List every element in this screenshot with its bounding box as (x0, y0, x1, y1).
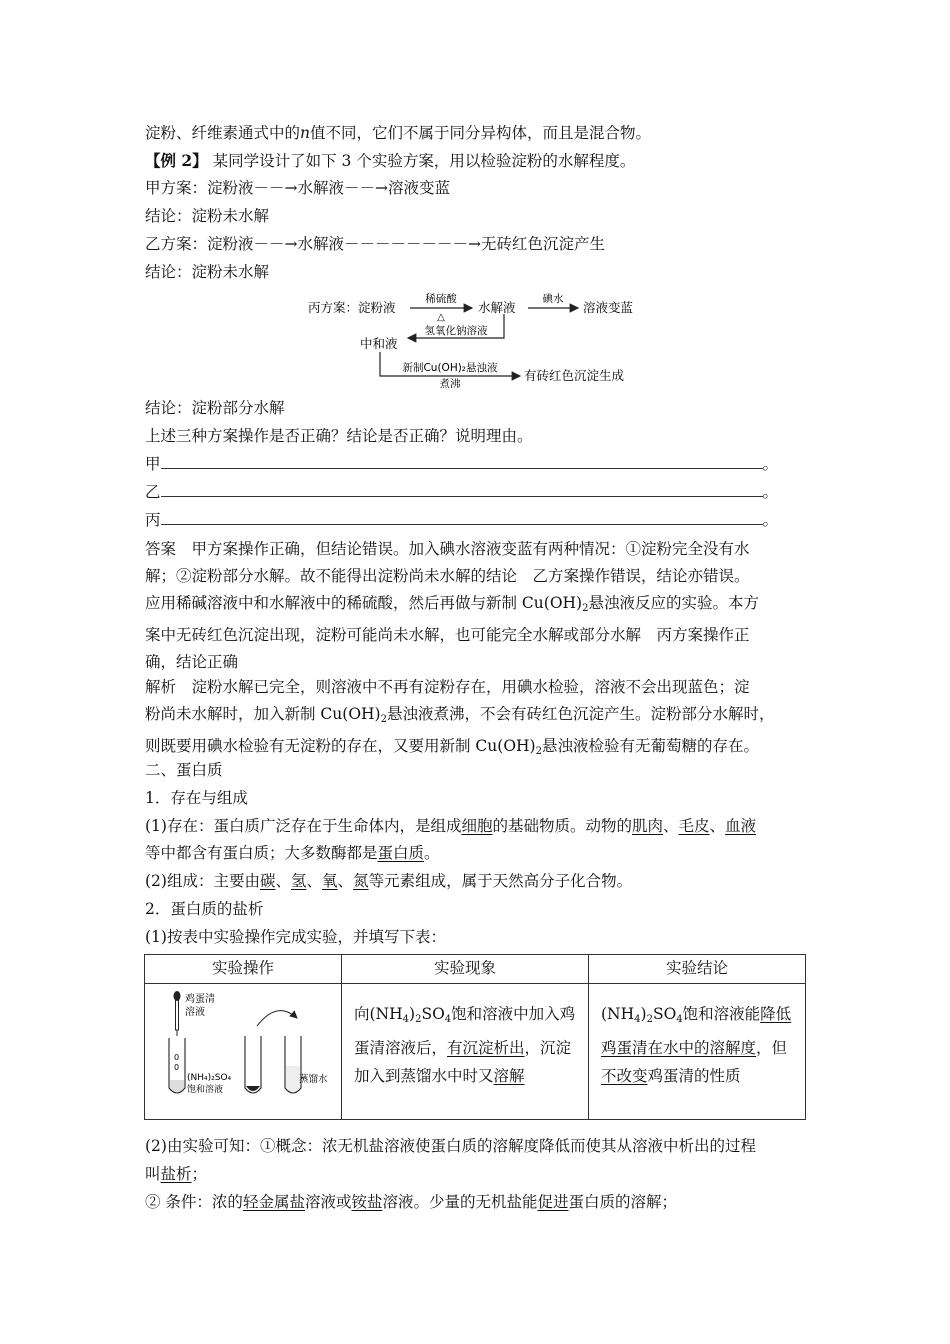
example-label: 【例 2】 (145, 151, 208, 170)
acid-label: 稀硫酸 (425, 293, 457, 305)
blank-a: 甲 。 (145, 455, 779, 473)
svg-text:0: 0 (174, 1053, 180, 1062)
table-intro: (1)按表中实验操作完成实验，并填写下表： (145, 928, 446, 946)
experiment-table (144, 954, 806, 1120)
iodine-label: 碘水 (542, 293, 564, 305)
composition-line: (2)组成：主要由碳、氢、氧、氮等元素组成，属于天然高分子化合物。 (145, 872, 633, 890)
answer-block: 答案 甲方案操作正确，但结论错误。加入碘水溶液变蓝有两种情况：①淀粉完全没有水 解；②淀粉部分水解。故不能得出淀粉尚未水解的结论 乙方案操作错误，结论亦错误。 应用稀碱溶液中和水解液中的稀硫酸，然后再做与新制 $Cu(OH)_2$悬浊液反应的实验。本方 案中无砖红色沉淀出现，淀粉可能尚未水解，也可能完全水解或部分水解 丙方案操作正 确，结论正确 (145, 540, 759, 671)
blank-b: 乙 。 (145, 483, 779, 501)
existence-line-2: 等中都含有蛋白质；大多数酶都是蛋白质。 (145, 844, 440, 862)
salt-label: (NH₄)₂SO₄ (187, 1073, 232, 1083)
subsection-2: 2．蛋白质的盐析 (145, 900, 264, 918)
table-header-phenomenon: 实验现象 (342, 955, 589, 984)
subsection-1: 1．存在与组成 (145, 789, 248, 807)
cu-reagent-label: 新制Cu(OH)₂悬浊液 (402, 362, 498, 374)
blank-c: 丙 。 (145, 511, 779, 529)
conclusion-c: 结论：淀粉部分水解 (145, 399, 285, 417)
plan-c-diagram (300, 288, 650, 388)
conclusion-cell: $(NH_4)_2SO_4$饱和溶液能降低鸡蛋清在水中的溶解度，但不改变鸡蛋清的性质 (589, 984, 806, 1120)
heat-symbol: △ (437, 312, 445, 323)
blue-label: 溶液变蓝 (583, 300, 634, 315)
experiment-figure (149, 988, 335, 1106)
table-header-operation: 实验操作 (145, 955, 342, 984)
condition-line: ② 条件：浓的轻金属盐溶液或铵盐溶液。少量的无机盐能促进蛋白质的溶解； (145, 1193, 678, 1211)
answer-label: 答案 (145, 540, 177, 558)
section-heading: 二、蛋白质 (145, 761, 223, 779)
concept-line-2: 叫盐析； (145, 1165, 208, 1183)
boil-label: 煮沸 (439, 378, 461, 388)
precipitate-label: 有砖红色沉淀生成 (524, 368, 625, 383)
plan-b: 乙方案：淀粉液－－→水解液－－－－－－－－→无砖红色沉淀产生 (145, 235, 606, 253)
intro-line: 淀粉、纤维素通式中的n值不同，它们不属于同分异构体，而且是混合物。 (145, 124, 652, 142)
svg-text:0: 0 (174, 1063, 180, 1072)
conclusion-a: 结论：淀粉未水解 (145, 207, 270, 225)
egg-label: 鸡蛋清 (185, 994, 215, 1005)
existence-line-1: (1)存在：蛋白质广泛存在于生命体内，是组成细胞的基础物质。动物的肌肉、毛皮、血液 (145, 817, 757, 835)
analysis-label: 解析 (145, 678, 177, 696)
plan-a: 甲方案：淀粉液－－→水解液－－→溶液变蓝 (145, 179, 451, 197)
egg-label-2: 溶液 (185, 1007, 205, 1018)
operation-cell (145, 984, 342, 1120)
conclusion-b: 结论：淀粉未水解 (145, 263, 270, 281)
example-prompt: 【例 2】 某同学设计了如下 3 个实验方案，用以检验淀粉的水解程度。 (145, 151, 636, 170)
plan-c-label: 丙方案：淀粉液 (308, 300, 396, 315)
hydrolysate-label: 水解液 (478, 300, 516, 315)
question: 上述三种方案操作是否正确？结论是否正确？说明理由。 (145, 427, 533, 445)
neutral-label: 中和液 (360, 336, 398, 351)
phenomenon-cell: 向$(NH_4)_2SO_4$饱和溶液中加入鸡蛋清溶液后，有沉淀析出，沉淀加入到蒸馏水中时又溶解 (342, 984, 589, 1120)
table-header-conclusion: 实验结论 (589, 955, 806, 984)
concept-line-1: (2)由实验可知：①概念：浓无机盐溶液使蛋白质的溶解度降低而使其从溶液中析出的过程 (145, 1137, 756, 1155)
salt-label-2: 饱和溶液 (187, 1085, 224, 1095)
water-label: 蒸馏水 (299, 1074, 328, 1085)
analysis-block: 解析 淀粉水解已完全，则溶液中不再有淀粉存在，用碘水检验，溶液不会出现蓝色；淀 粉尚未水解时，加入新制 $Cu(OH)_2$悬浊液煮沸，不会有砖红色沉淀产生。淀粉部分水解时， 则既要用碘水检验有无淀粉的存在，又要用新制 $Cu(OH)_2$悬浊液检验有无葡萄糖的存在。 (145, 678, 775, 757)
naoh-label: 氢氧化钠溶液 (424, 325, 488, 337)
